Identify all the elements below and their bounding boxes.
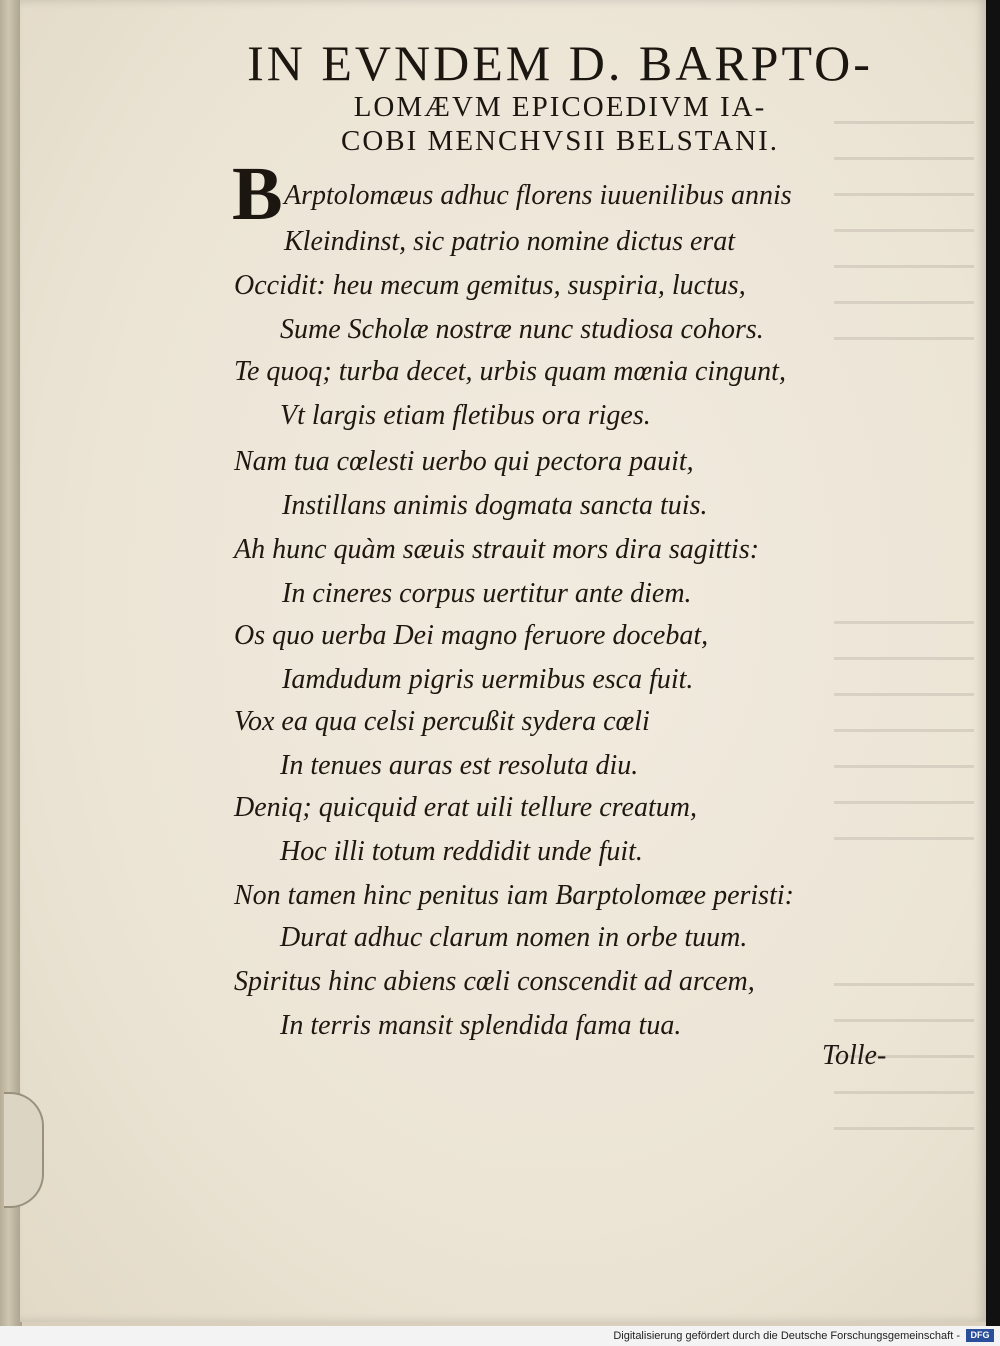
poem-line: Vt largis etiam fletibus ora riges. xyxy=(280,400,651,431)
poem-line: Ah hunc quàm sæuis strauit mors dira sagittis: xyxy=(234,534,760,565)
poem-line: Te quoq; turba decet, urbis quam mœnia cingunt, xyxy=(234,356,786,387)
footer-credit: Digitalisierung gefördert durch die Deutsche Forschungsgemeinschaft - xyxy=(613,1330,960,1342)
page-title xyxy=(200,36,920,158)
poem-line: Non tamen hinc penitus iam Barptolomæe peristi: xyxy=(234,880,794,911)
poem-line: Os quo uerba Dei magno feruore docebat, xyxy=(234,620,709,651)
poem-line: Deniq; quicquid erat uili tellure creatum, xyxy=(234,792,697,823)
poem-line: In tenues auras est resoluta diu. xyxy=(280,750,639,781)
page-clip xyxy=(4,1092,44,1208)
title-line-2: LOMÆVM EPICOEDIVM IA- xyxy=(353,91,767,123)
poem-line: Hoc illi totum reddidit unde fuit. xyxy=(280,836,643,867)
poem-line: Durat adhuc clarum nomen in orbe tuum. xyxy=(280,922,748,953)
poem-line: Iamdudum pigris uermibus esca fuit. xyxy=(282,664,694,695)
title-line-3: COBI MENCHVSII BELSTANI. xyxy=(341,125,779,157)
poem-line: Arptolomæus adhuc florens iuuenilibus annis xyxy=(284,180,792,211)
poem-line: Sume Scholæ nostræ nunc studiosa cohors. xyxy=(280,314,764,345)
dfg-logo: DFG xyxy=(966,1329,994,1342)
poem-line: In cineres corpus uertitur ante diem. xyxy=(282,578,692,609)
drop-capital: B xyxy=(232,152,283,236)
poem-line: Nam tua cœlesti uerbo qui pectora pauit, xyxy=(234,446,694,477)
catchword: Tolle- xyxy=(822,1040,887,1071)
poem-line: Vox ea qua celsi percußit sydera cœli xyxy=(234,706,650,737)
poem-line: Instillans animis dogmata sancta tuis. xyxy=(282,490,708,521)
poem-line: Occidit: heu mecum gemitus, suspiria, luctus, xyxy=(234,270,746,301)
scan-right-border xyxy=(986,0,1000,1326)
poem-line: Kleindinst, sic patrio nomine dictus erat xyxy=(284,226,736,257)
digitization-footer xyxy=(0,1326,1000,1346)
poem-line: Spiritus hinc abiens cœli conscendit ad arcem, xyxy=(234,966,755,997)
title-line-1: IN EVNDEM D. BARPTO- xyxy=(247,35,873,91)
bleed-through-text xyxy=(834,600,974,840)
poem-line: In terris mansit splendida fama tua. xyxy=(280,1010,682,1041)
